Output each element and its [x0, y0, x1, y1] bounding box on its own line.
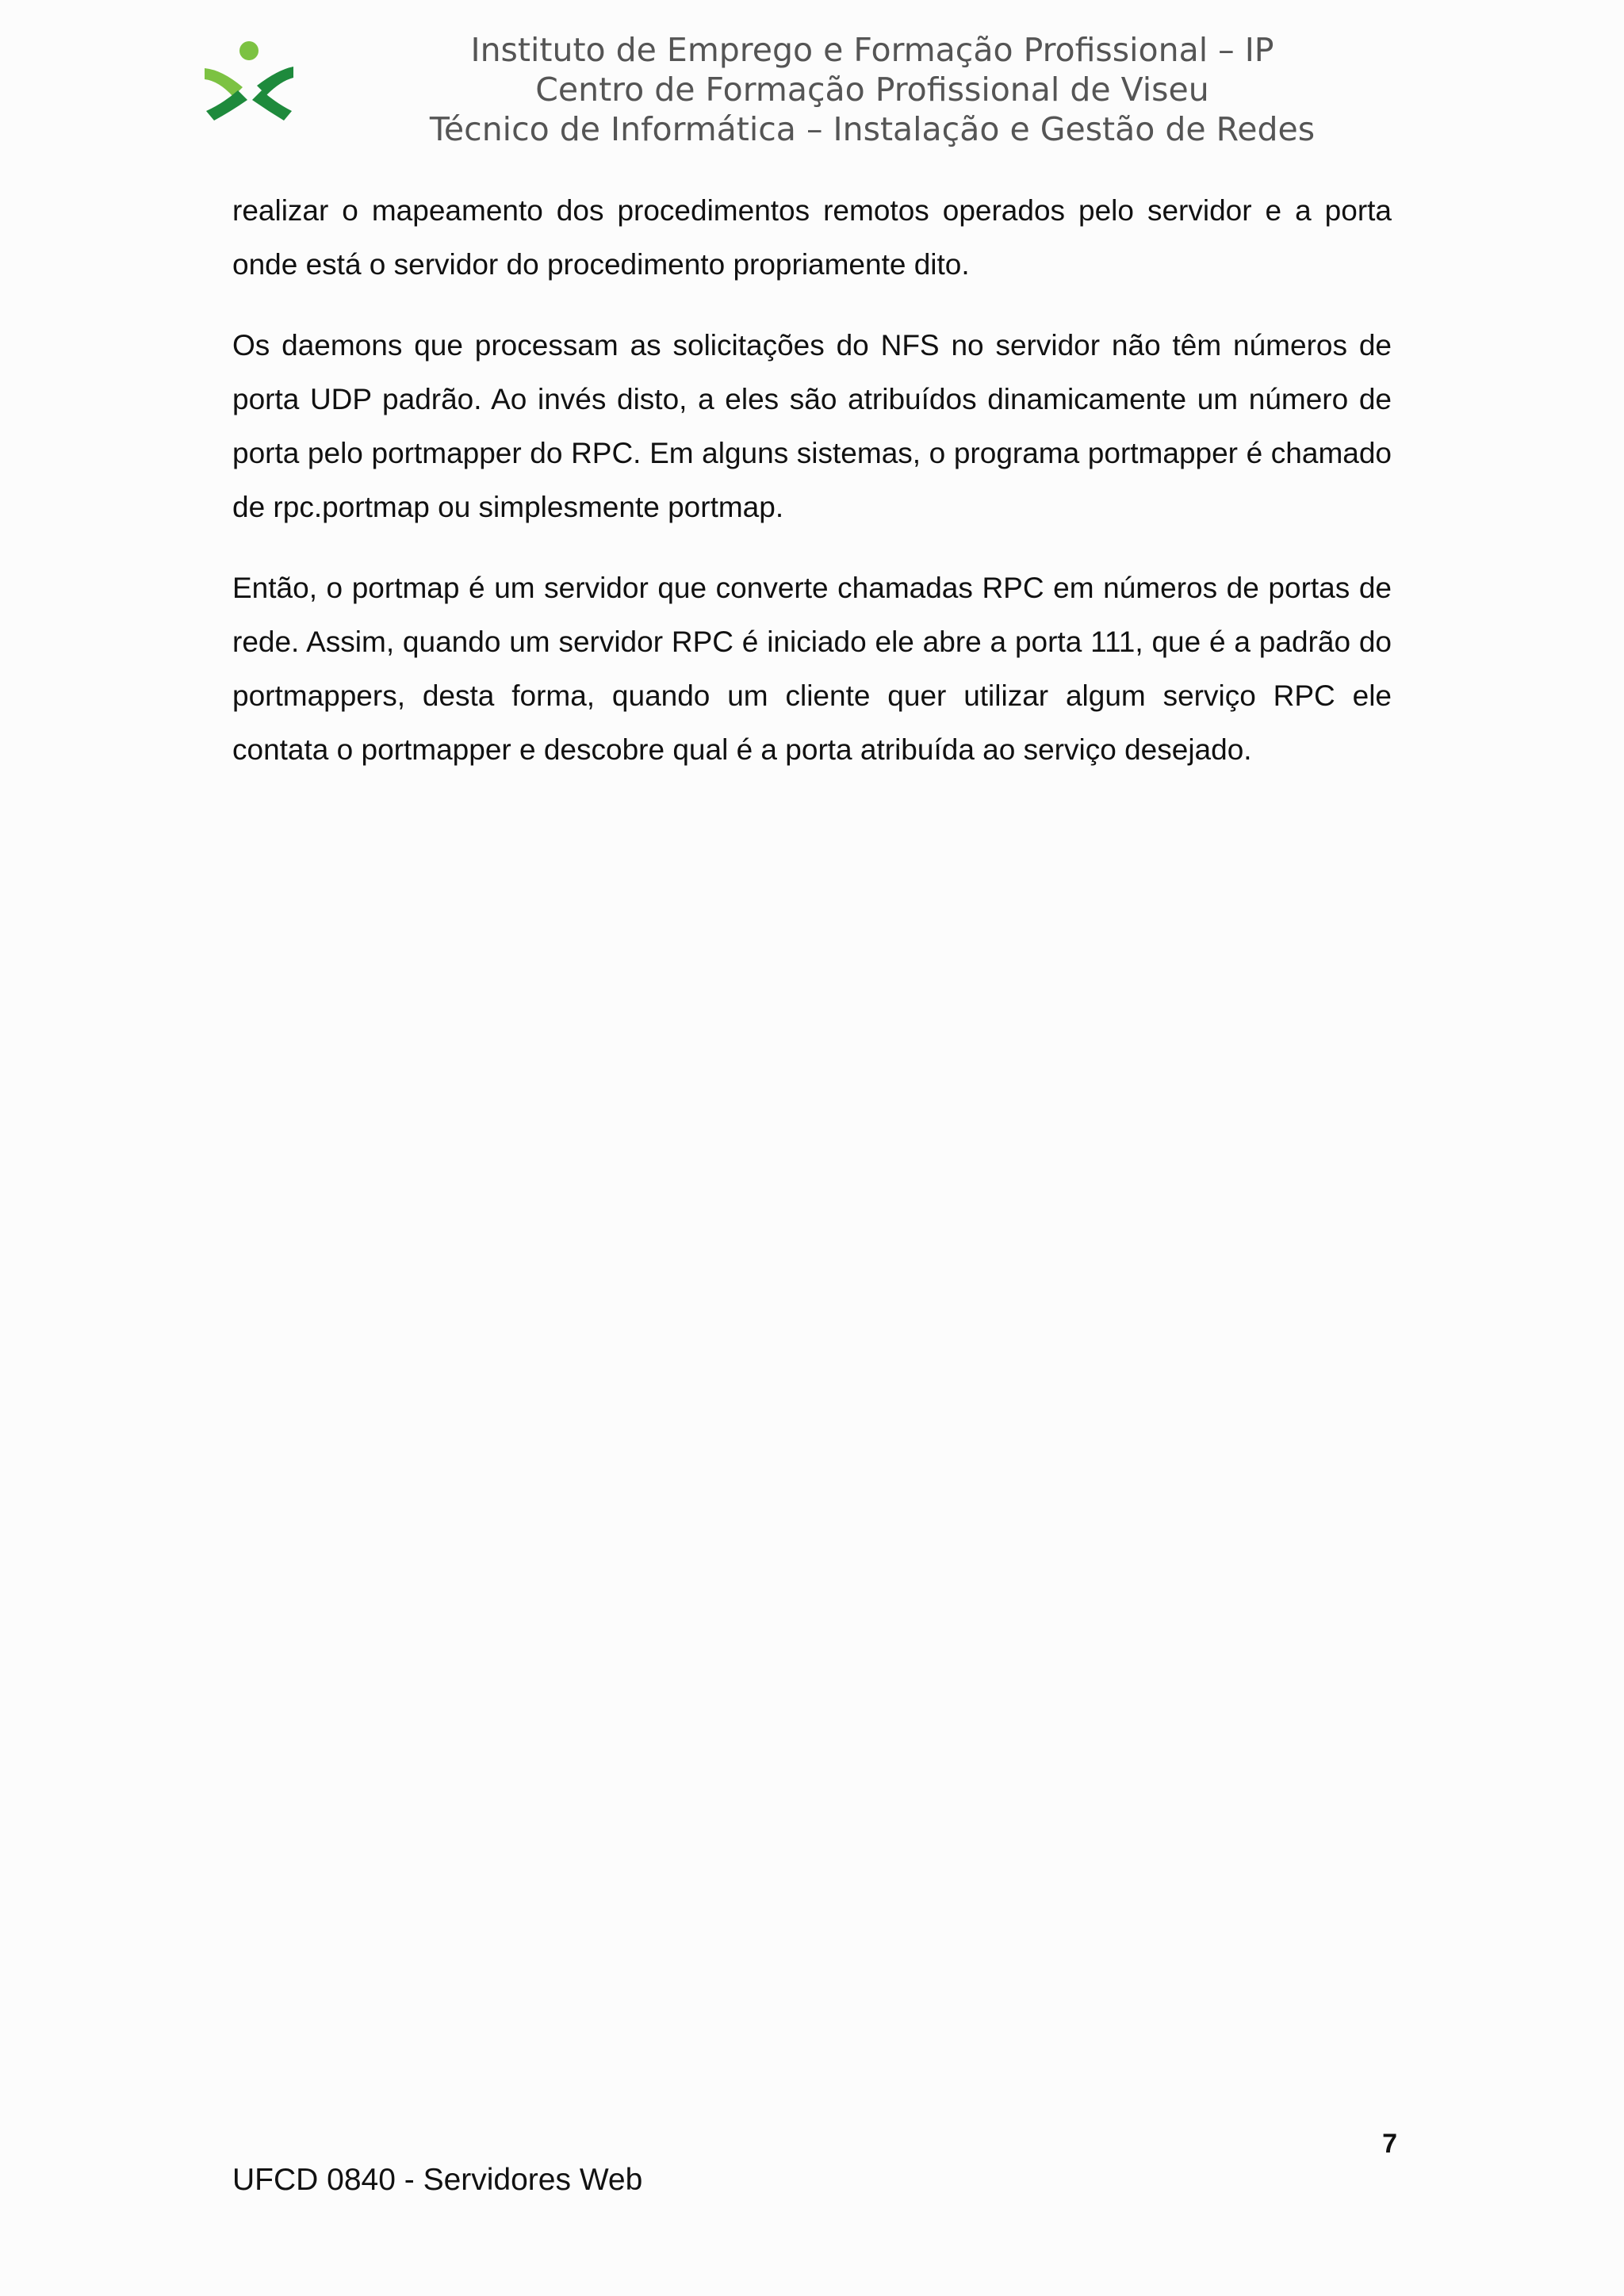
- paragraph: realizar o mapeamento dos procedimentos remotos operados pelo servidor e a porta onde está o servidor do procedimento propriamente dito.: [232, 194, 1392, 281]
- body-content: [232, 184, 1392, 804]
- iefp-logo-icon: [198, 38, 301, 125]
- page-number: 7: [1382, 2129, 1397, 2159]
- footer-title: UFCD 0840 - Servidores Web: [232, 2163, 643, 2197]
- paragraph: Os daemons que processam as solicitações do NFS no servidor não têm números de porta UDP padrão. Ao invés disto, a eles são atribuídos dinamicamente um número de porta pelo portmapper do RPC. Em alguns sistemas, o programa portmapper é chamado de rpc.portmap ou simplesmente portmap.: [232, 329, 1392, 523]
- header-center: Centro de Formação Profissional de Viseu: [535, 71, 1209, 109]
- document-header: [373, 30, 1372, 149]
- header-institute: Instituto de Emprego e Formação Profissional – IP: [470, 31, 1274, 69]
- paragraph: Então, o portmap é um servidor que converte chamadas RPC em números de portas de rede. Assim, quando um servidor RPC é iniciado ele abre a porta 111, que é a padrão do portmappers, desta forma, quando um cliente quer utilizar algum serviço RPC ele contata o portmapper e descobre qual é a porta atribuída ao serviço desejado.: [232, 572, 1392, 766]
- header-course: Técnico de Informática – Instalação e Gestão de Redes: [429, 110, 1316, 148]
